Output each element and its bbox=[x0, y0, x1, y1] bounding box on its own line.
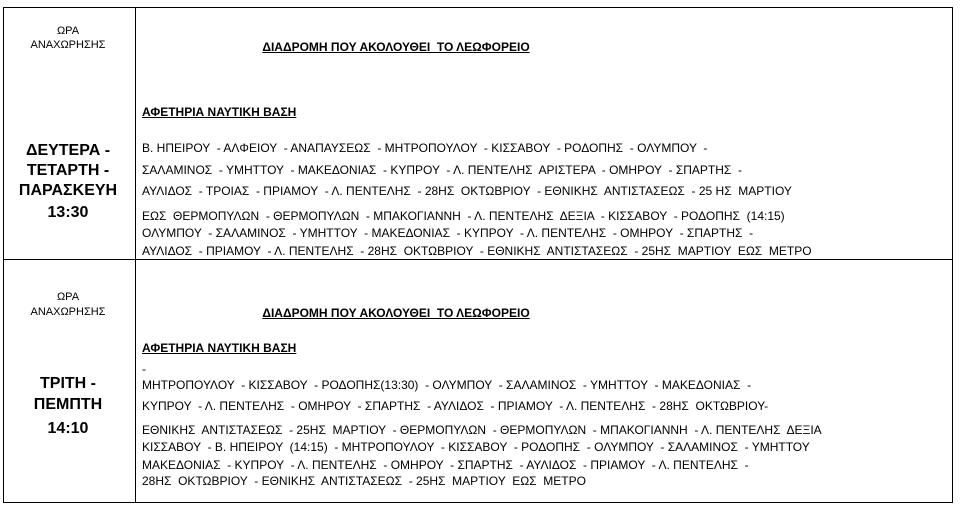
route-line: ΜΑΚΕΔΟΝΙΑΣ - ΚΥΠΡΟΥ - Λ. ΠΕΝΤΕΛΗΣ - ΟΜΗΡΟΥ - ΣΠΑΡΤΗΣ - ΑΥΛΙΔΟΣ - ΠΡΙΑΜΟΥ - Λ. ΠΕΝΤΕΛΗΣ - bbox=[142, 458, 749, 472]
route-line: ΚΥΠΡΟΥ - Λ. ΠΕΝΤΕΛΗΣ - ΟΜΗΡΟΥ - ΣΠΑΡΤΗΣ - ΑΥΛΙΔΟΣ - ΠΡΙΑΜΟΥ - Λ. ΠΕΝΤΕΛΗΣ - 28ΗΣ ΟΚΤΩΒΡΙΟΥ- bbox=[142, 399, 769, 413]
departure-time-label: ΩΡΑ bbox=[56, 25, 80, 37]
column-divider bbox=[135, 8, 136, 502]
route-header: ΔΙΑΔΡΟΜΗ ΠΟΥ ΑΚΟΛΟΥΘΕΙ ΤΟ ΛΕΩΦΟΡΕΙΟ bbox=[262, 306, 530, 320]
schedule-table bbox=[3, 7, 953, 503]
route-line: ΑΥΛΙΔΟΣ - ΠΡΙΑΜΟΥ - Λ. ΠΕΝΤΕΛΗΣ - 28ΗΣ ΟΚΤΩΒΡΙΟΥ - ΕΘΝΙΚΗΣ ΑΝΤΙΣΤΑΣΕΩΣ - 25ΗΣ ΜΑΡΤΙΟΥ ΕΩΣ ΜΕΤΡΟ bbox=[142, 244, 812, 258]
route-line: ΕΘΝΙΚΗΣ ΑΝΤΙΣΤΑΣΕΩΣ - 25ΗΣ ΜΑΡΤΙΟΥ - ΘΕΡΜΟΠΥΛΩΝ - ΘΕΡΜΟΠΥΛΩΝ - ΜΠΑΚΟΓΙΑΝΝΗ - Λ. ΠΕΝΤΕΛΗΣ ΔΕΞΙΑ bbox=[142, 423, 822, 437]
departure-time: 13:30 bbox=[47, 204, 89, 221]
route-line: ΚΙΣΣΑΒΟΥ - Β. ΗΠΕΙΡΟΥ (14:15) - ΜΗΤΡΟΠΟΥΛΟΥ - ΚΙΣΣΑΒΟΥ - ΡΟΔΟΠΗΣ - ΟΛΥΜΠΟΥ - ΣΑΛΑΜΙΝΟΣ - ΥΜΗΤΤΟΥ bbox=[142, 440, 810, 454]
route-header: ΔΙΑΔΡΟΜΗ ΠΟΥ ΑΚΟΛΟΥΘΕΙ ΤΟ ΛΕΩΦΟΡΕΙΟ bbox=[262, 40, 530, 54]
days-line: ΤΡΙΤΗ - bbox=[40, 375, 96, 392]
days-line: ΤΕΤΑΡΤΗ - bbox=[26, 162, 110, 179]
days-line: ΔΕΥΤΕΡΑ - bbox=[25, 142, 111, 159]
route-line: ΣΑΛΑΜΙΝΟΣ - ΥΜΗΤΤΟΥ - ΜΑΚΕΔΟΝΙΑΣ - ΚΥΠΡΟΥ - Λ. ΠΕΝΤΕΛΗΣ ΑΡΙΣΤΕΡΑ - ΟΜΗΡΟΥ - ΣΠΑΡΤΗΣ - bbox=[142, 163, 742, 177]
route-line: 28ΗΣ ΟΚΤΩΒΡΙΟΥ - ΕΘΝΙΚΗΣ ΑΝΤΙΣΤΑΣΕΩΣ - 25ΗΣ ΜΑΡΤΙΟΥ ΕΩΣ ΜΕΤΡΟ bbox=[142, 474, 586, 488]
route-line: ΜΗΤΡΟΠΟΥΛΟΥ - ΚΙΣΣΑΒΟΥ - ΡΟΔΟΠΗΣ(13:30) - ΟΛΥΜΠΟΥ - ΣΑΛΑΜΙΝΟΣ - ΥΜΗΤΤΟΥ - ΜΑΚΕΔΟΝΙΑΣ - bbox=[142, 378, 752, 392]
departure-time-label: ΑΝΑΧΩΡΗΣΗΣ bbox=[30, 306, 106, 318]
route-line: ΟΛΥΜΠΟΥ - ΣΑΛΑΜΙΝΟΣ - ΥΜΗΤΤΟΥ - ΜΑΚΕΔΟΝΙΑΣ - ΚΥΠΡΟΥ - Λ. ΠΕΝΤΕΛΗΣ - ΟΜΗΡΟΥ - ΣΠΑΡΤΗΣ - bbox=[142, 226, 754, 240]
route-line: - bbox=[142, 362, 146, 376]
route-line: ΑΥΛΙΔΟΣ - ΤΡΟΙΑΣ - ΠΡΙΑΜΟΥ - Λ. ΠΕΝΤΕΛΗΣ - 28ΗΣ ΟΚΤΩΒΡΙΟΥ - ΕΘΝΙΚΗΣ ΑΝΤΙΣΤΑΣΕΩΣ - 25 ΗΣ ΜΑΡΤΙΟΥ bbox=[142, 184, 792, 198]
start-point: ΑΦΕΤΗΡΙΑ ΝΑΥΤΙΚΗ ΒΑΣΗ bbox=[142, 341, 297, 355]
days-line: ΠΕΜΠΤΗ bbox=[33, 396, 103, 413]
start-point: ΑΦΕΤΗΡΙΑ ΝΑΥΤΙΚΗ ΒΑΣΗ bbox=[142, 105, 297, 119]
departure-time: 14:10 bbox=[47, 420, 89, 437]
departure-time-label: ΑΝΑΧΩΡΗΣΗΣ bbox=[30, 39, 106, 51]
days-line: ΠΑΡΑΣΚΕΥΗ bbox=[18, 182, 118, 199]
row-divider bbox=[4, 259, 952, 260]
route-line: Β. ΗΠΕΙΡΟΥ - ΑΛΦΕΙΟΥ - ΑΝΑΠΑΥΣΕΩΣ - ΜΗΤΡΟΠΟΥΛΟΥ - ΚΙΣΣΑΒΟΥ - ΡΟΔΟΠΗΣ - ΟΛΥΜΠΟΥ - bbox=[142, 141, 708, 155]
departure-time-label: ΩΡΑ bbox=[56, 291, 80, 303]
route-line: ΕΩΣ ΘΕΡΜΟΠΥΛΩΝ - ΘΕΡΜΟΠΥΛΩΝ - ΜΠΑΚΟΓΙΑΝΝΗ - Λ. ΠΕΝΤΕΛΗΣ ΔΕΞΙΑ - ΚΙΣΣΑΒΟΥ - ΡΟΔΟΠΗΣ (14:15) bbox=[142, 209, 785, 223]
